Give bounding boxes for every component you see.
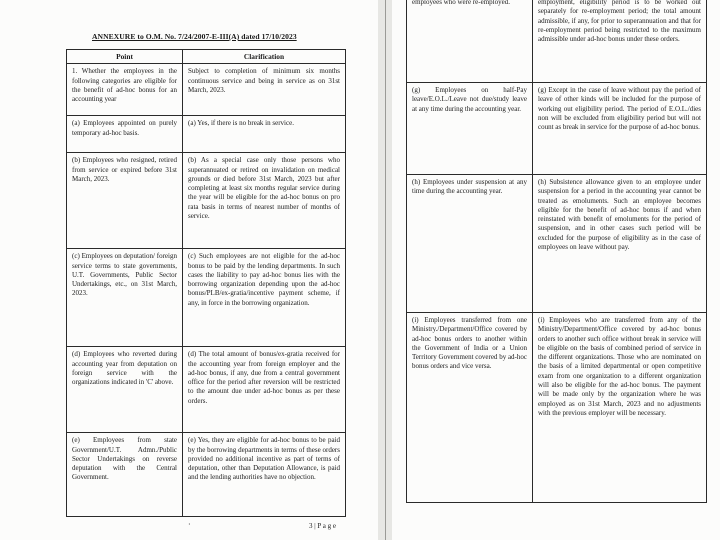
clarification-cell: (d) The total amount of bonus/ex-gratia received for the accounting year from foreign employer and the ad-hoc bonus, if any, due from a central government office for the period after reversion will be restricted to the amount due under ad-hoc bonus as per these orders. [183,347,346,433]
table-row [407,313,707,503]
clarification-cell: Subject to completion of minimum six months continuous service and being in service as on 31st March, 2023. [183,64,346,116]
table-header-row [67,50,346,64]
table-row [67,153,346,249]
right-page [392,0,720,540]
margin-mark: · [188,520,191,529]
clarification-cell: (h) Subsistence allowance given to an employee under suspension for a period in the accounting year cannot be treated as emoluments. Such an employee becomes eligible for the benefit of ad-hoc bonus if and when reinstated with benefit of emoluments for the period of suspension, and in other cases such period will be excluded for the purpose of eligibility as in the case of employees on leave without pay. [533,175,707,313]
point-cell: 1. Whether the employees in the following categories are eligible for the benefit of ad-hoc bonus for an accounting year [67,64,183,116]
gutter-line [385,0,386,540]
table-row [67,433,346,517]
page-number: 3 | P a g e [309,522,336,530]
table-row [67,249,346,347]
point-cell: employees who were re-employed. [407,0,533,83]
table-row [407,0,707,83]
table-row [407,83,707,175]
point-cell: (b) Employees who resigned, retired from service or expired before 31st March, 2023. [67,153,183,249]
annexure-heading: ANNEXURE to O.M. No. 7/24/2007-E-III(A) dated 17/10/2023 [92,32,297,41]
point-cell: (c) Employees on deputation/ foreign service terms to state governments, U.T. Governments, Public Sector Undertakings, etc., on 31st March, 2023. [67,249,183,347]
table-row [407,175,707,313]
point-header: Point [67,50,183,64]
table-row [67,347,346,433]
clarification-header: Clarification [183,50,346,64]
clarification-cell: (b) As a special case only those persons who superannuated or retired on invalidation on medical grounds or died before 31st March, 2023 but after completing at least six months regular service during the year will be eligible for the ad-hoc bonus on pro rata basis in terms of nearest number of months of service. [183,153,346,249]
clarification-cell: (a) Yes, if there is no break in service. [183,116,346,153]
point-cell: (g) Employees on half-Pay leave/E.O.L./Leave not due/study leave at any time during the accounting year. [407,83,533,175]
point-cell: (i) Employees transferred from one Ministry./Department/Office covered by ad-hoc bonus orders to another within the Government of India or a Union Territory Government covered by ad-hoc bonus orders and vice versa. [407,313,533,503]
clarification-cell: (c) Such employees are not eligible for the ad-hoc bonus to be paid by the lending departments. In such cases the liability to pay ad-hoc bonus lies with the borrowing organization depending upon the ad-hoc bonus/PLB/ex-gratia/incentive payment scheme, if any, in force in the borrowing organization. [183,249,346,347]
clarification-cell: (e) Yes, they are eligible for ad-hoc bonus to be paid by the borrowing departments in terms of these orders provided no additional incentive as part of terms of deputation, other than Deputation Allowance, is paid and the lending authorities have no objection. [183,433,346,517]
clarification-cell: employment, eligibility period is to be worked out separately for re-employment period; the total amount admissible, if any, for prior to superannuation and that for re-employment period being restricted to the maximum admissible under ad-hoc bonus under these orders. [533,0,707,83]
table-row [67,64,346,116]
clarification-cell: (i) Employees who are transferred from any of the Ministry/Department/Office covered by ad-hoc bonus orders to another such office without break in service will be eligible on the basis of combined period of service in the different organizations. Those who are nominated on the basis of a limited departmental or open competitive exam from one organization to a different organization will also be eligible for the ad-hoc bonus. The payment will be made only by the organization where he was employed as on 31st March, 2023 and no adjustments with the previous employer will be necessary. [533,313,707,503]
point-cell: (d) Employees who reverted during accounting year from deputation on foreign service with the organizations indicated in 'C' above. [67,347,183,433]
continued-table [406,0,707,503]
point-cell: (h) Employees under suspension at any time during the accounting year. [407,175,533,313]
clarification-table [66,49,346,517]
table-row [67,116,346,153]
point-cell: (e) Employees from state Government/U.T. Admn./Public Sector Undertakings on reverse deputation with the Central Government. [67,433,183,517]
point-cell: (a) Employees appointed on purely temporary ad-hoc basis. [67,116,183,153]
clarification-cell: (g) Except in the case of leave without pay the period of leave of other kinds will be included for the purpose of working out eligibility period. The period of E.O.L./dies non will be excluded from eligibility period but will not count as break in service for the purpose of ad-hoc bonus. [533,83,707,175]
